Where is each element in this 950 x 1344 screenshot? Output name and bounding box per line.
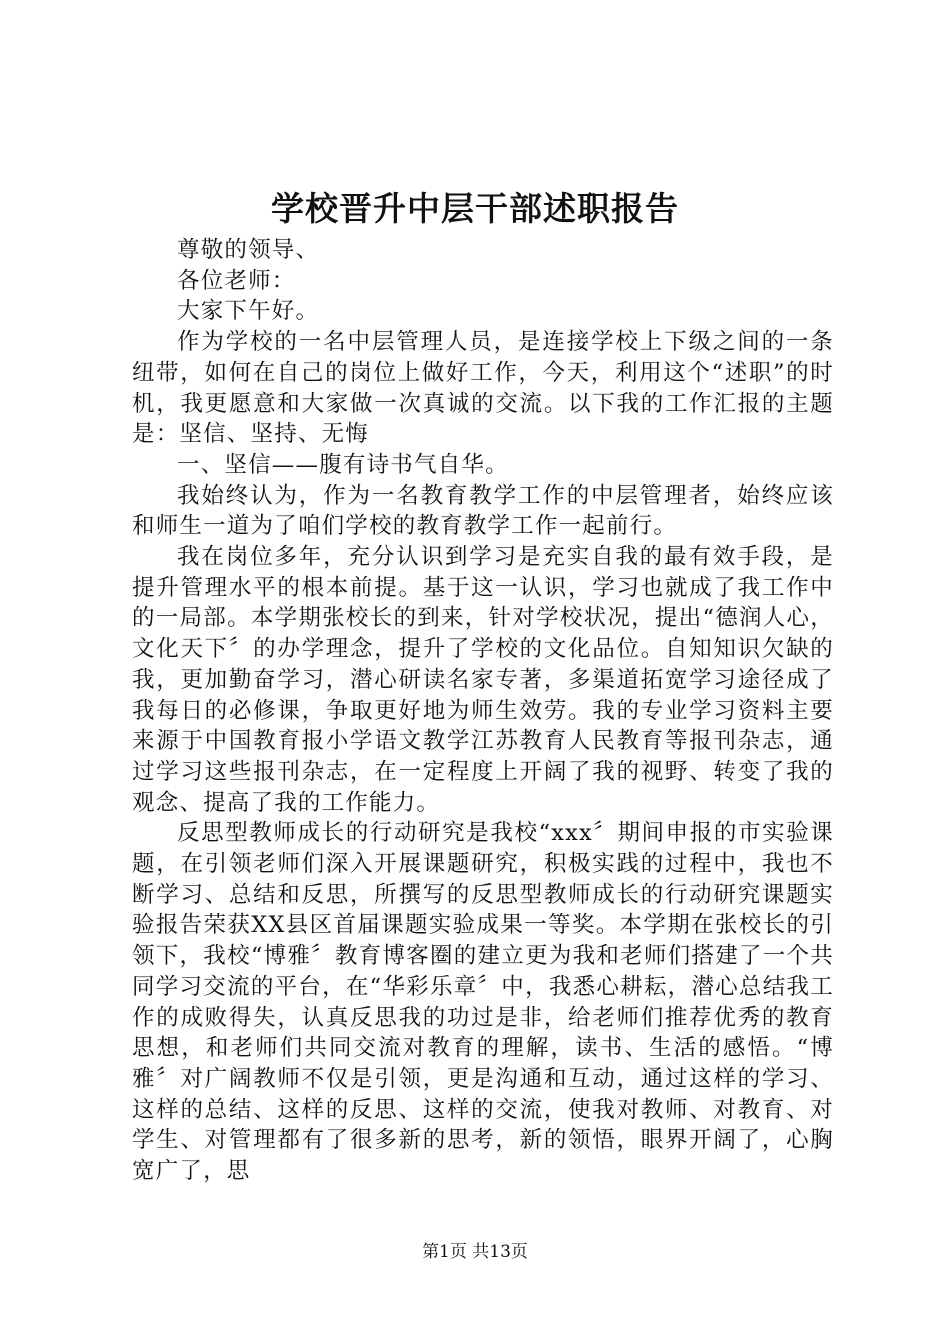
document-title: 学校晋升中层干部述职报告 — [271, 189, 679, 228]
greeting: 大家下午好。 — [177, 298, 320, 325]
salutation-teachers: 各位老师： — [177, 267, 296, 294]
intro-paragraph: 作为学校的一名中层管理人员，是连接学校上下级之间的一条纽带，如何在自己的岗位上做好工作，今天，利用这个“述职”的时机，我更愿意和大家做一次真诚的交流。以下我的工作汇报的主题是：坚信、坚持、无悔 — [132, 329, 834, 448]
page-number-footer: 第1页 共13页 — [422, 1242, 528, 1262]
document-body — [132, 235, 834, 1187]
body-paragraph: 我始终认为，作为一名教育教学工作的中层管理者，始终应该和师生一道为了咱们学校的教育教学工作一起前行。 — [132, 482, 834, 540]
salutation-leaders: 尊敬的领导、 — [177, 237, 320, 263]
body-paragraph: 我在岗位多年，充分认识到学习是充实自我的最有效手段，是提升管理水平的根本前提。基于这一认识，学习也就成了我工作中的一局部。本学期张校长的到来，针对学校状况，提出“德润人心，文化天下〞的办学理念，提升了学校的文化品位。自知知识欠缺的我，更加勤奋学习，潜心研读名家专著，多渠道拓宽学习途径成了我每日的必修课，争取更好地为师生效劳。我的专业学习资料主要来源于中国教育报小学语文教学江苏教育人民教育等报刊杂志，通过学习这些报刊杂志，在一定程度上开阔了我的视野、转变了我的观念、提高了我的工作能力。 — [132, 544, 834, 816]
section-heading-1: 一、坚信——腹有诗书气自华。 — [177, 451, 509, 478]
body-paragraph: 反思型教师成长的行动研究是我校“xxx〞期间申报的市实验课题，在引领老师们深入开展课题研究，积极实践的过程中，我也不断学习、总结和反思，所撰写的反思型教师成长的行动研究课题实验报告荣获XX县区首届课题实验成果一等奖。本学期在张校长的引领下，我校“博雅〞教育博客圈的建立更为我和老师们搭建了一个共同学习交流的平台，在“华彩乐章〞中，我悉心耕耘，潜心总结我工作的成败得失，认真反思我的功过是非，给老师们推荐优秀的教育思想，和老师们共同交流对教育的理解，读书、生活的感悟。“博雅〞对广阔教师不仅是引领，更是沟通和互动，通过这样的学习、这样的总结、这样的反思、这样的交流，使我对教师、对教育、对学生、对管理都有了很多新的思考，新的领悟，眼界开阔了，心胸宽广了，思 — [132, 820, 834, 1185]
